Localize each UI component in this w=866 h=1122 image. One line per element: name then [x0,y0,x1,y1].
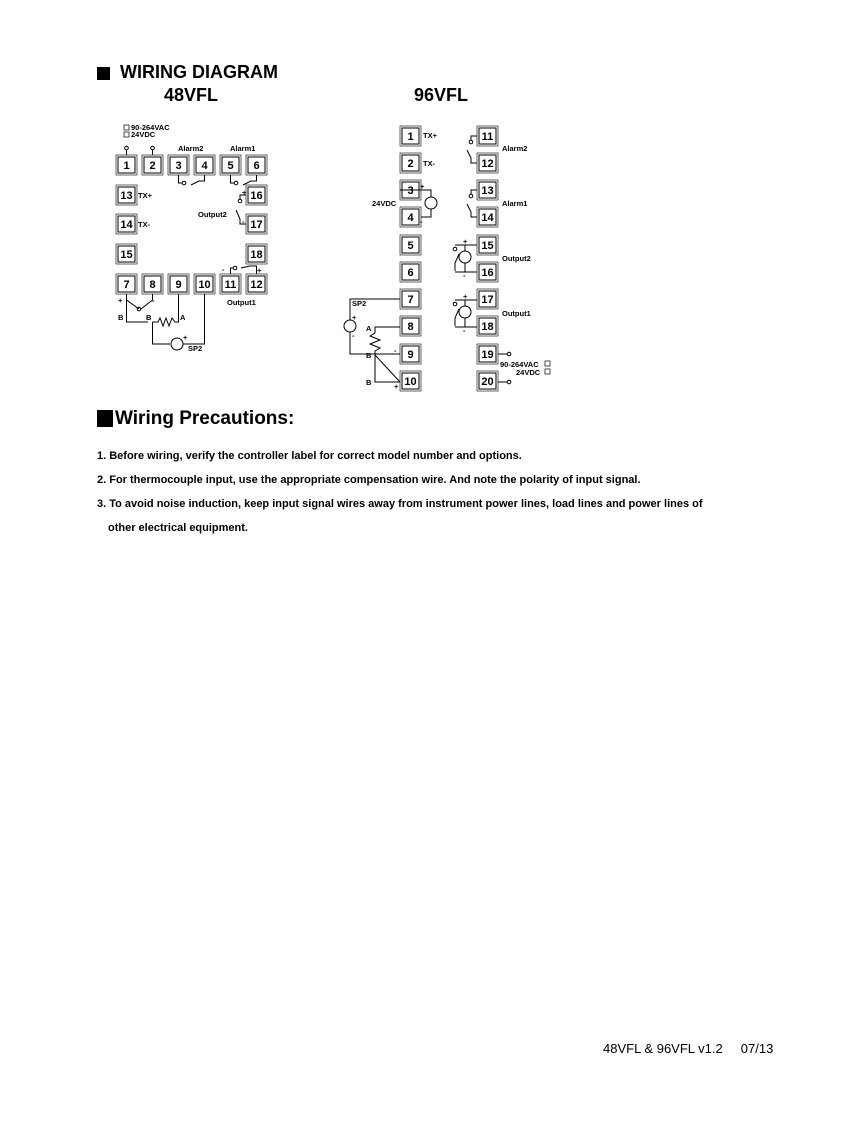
terminal-48-14: 14 [120,219,133,231]
svg-text:B: B [366,378,372,387]
precautions-bullet-icon [97,410,113,427]
precautions-title: Wiring Precautions: [115,408,295,429]
precaution-item-3-cont: other electrical equipment. [108,522,248,534]
terminal-48-4: 4 [201,160,208,172]
terminal-96-2: 2 [407,158,414,170]
svg-text:+: + [463,292,468,301]
terminal-48-9: 9 [175,279,182,291]
svg-text:+: + [257,266,262,275]
alarm1-label-96: Alarm1 [502,199,528,208]
terminal-48-10: 10 [198,279,211,291]
power-dc-label-96: 24VDC [516,368,541,377]
output1-label: Output1 [227,298,256,307]
svg-text:-: - [166,339,169,348]
checkbox-ac-icon-96 [545,361,550,366]
power-ac-label-96: 90-264VAC [500,360,539,369]
terminal-48-13: 13 [120,190,133,202]
terminal-96-15: 15 [481,240,494,252]
svg-text:+: + [183,333,188,342]
precaution-item-1: 1. Before wiring, verify the controller label for correct model number and options. [97,450,522,462]
terminal-48-2: 2 [149,160,156,172]
output2-label: Output2 [198,210,227,219]
terminal-96-3: 3 [407,185,414,197]
terminal-96-18: 18 [481,321,494,333]
svg-text:-: - [352,331,355,340]
svg-text:A: A [180,313,186,322]
terminal-96-8: 8 [407,321,414,333]
terminal-48-18: 18 [250,249,263,261]
svg-text:+: + [118,296,123,305]
terminal-96-19: 19 [481,349,494,361]
alarm2-label: Alarm2 [178,144,204,153]
terminal-96-4: 4 [407,212,414,224]
terminal-96-9: 9 [407,349,414,361]
terminal-96-12: 12 [481,158,494,170]
terminal-48-7: 7 [123,279,130,291]
output1-label-96: Output1 [502,309,531,318]
svg-text:-: - [463,271,466,280]
sp2-label-96: SP2 [352,299,367,308]
terminal-96-17: 17 [481,294,494,306]
terminal-48-15: 15 [120,249,133,261]
terminal-48-17: 17 [250,219,263,231]
section-title: WIRING DIAGRAM [120,62,278,82]
terminal-48-1: 1 [123,160,130,172]
tx-minus-label: TX- [138,220,151,229]
checkbox-ac-icon [124,125,129,130]
model-48vfl-title: 48VFL [164,85,219,105]
vdc24-label-96: 24VDC [372,199,397,208]
svg-text:+: + [242,188,247,197]
footer-date: 07/13 [740,1041,774,1056]
output2-label-96: Output2 [502,254,531,263]
terminal-48-12: 12 [250,279,263,291]
terminal-48-6: 6 [253,160,260,172]
precaution-item-3: 3. To avoid noise induction, keep input signal wires away from instrument power lines, load lines and power lines of [97,498,703,510]
tx-minus-label-96: TX- [423,159,436,168]
svg-text:B: B [118,313,124,322]
checkbox-dc-icon-96 [545,369,550,374]
sp2-label: SP2 [188,344,203,353]
terminal-96-11: 11 [481,131,494,143]
svg-text:B: B [366,351,372,360]
footer-version: 48VFL & 96VFL v1.2 [603,1041,723,1056]
diagram-96vfl [344,126,550,391]
power-dc-label: 24VDC [131,130,156,139]
svg-text:+: + [352,313,357,322]
svg-text:-: - [394,346,397,355]
tx-plus-label: TX+ [138,191,152,200]
svg-text:B: B [146,313,152,322]
terminal-96-14: 14 [481,212,494,224]
terminal-96-16: 16 [481,267,494,279]
terminal-96-1: 1 [407,131,414,143]
footer [603,1041,773,1056]
svg-text:+: + [394,382,399,391]
diagram-48vfl [116,123,267,353]
svg-text:-: - [420,217,423,226]
precaution-item-2: 2. For thermocouple input, use the appropriate compensation wire. And note the polarity of input signal. [97,474,641,486]
svg-text:A: A [366,324,372,333]
alarm1-label: Alarm1 [230,144,256,153]
svg-text:+: + [463,237,468,246]
terminal-48-8: 8 [149,279,156,291]
terminal-48-3: 3 [175,160,182,172]
power-ac-label: 90-264VAC [131,123,170,132]
terminal-96-20: 20 [481,376,494,388]
terminal-96-5: 5 [407,240,414,252]
terminal-96-10: 10 [404,376,417,388]
terminal-96-7: 7 [407,294,414,306]
svg-text:-: - [463,326,466,335]
svg-text:+: + [420,182,425,191]
model-96vfl-title: 96VFL [414,85,469,105]
alarm2-label-96: Alarm2 [502,144,528,153]
svg-text:-: - [152,296,155,305]
terminal-48-5: 5 [227,160,234,172]
tx-plus-label-96: TX+ [423,131,437,140]
svg-text:-: - [242,217,245,226]
terminal-48-16: 16 [250,190,263,202]
checkbox-dc-icon [124,132,129,137]
terminal-48-11: 11 [224,279,237,291]
svg-text:-: - [222,265,225,274]
wiring-diagram [0,0,866,400]
terminal-96-13: 13 [481,185,494,197]
terminal-96-6: 6 [407,267,414,279]
